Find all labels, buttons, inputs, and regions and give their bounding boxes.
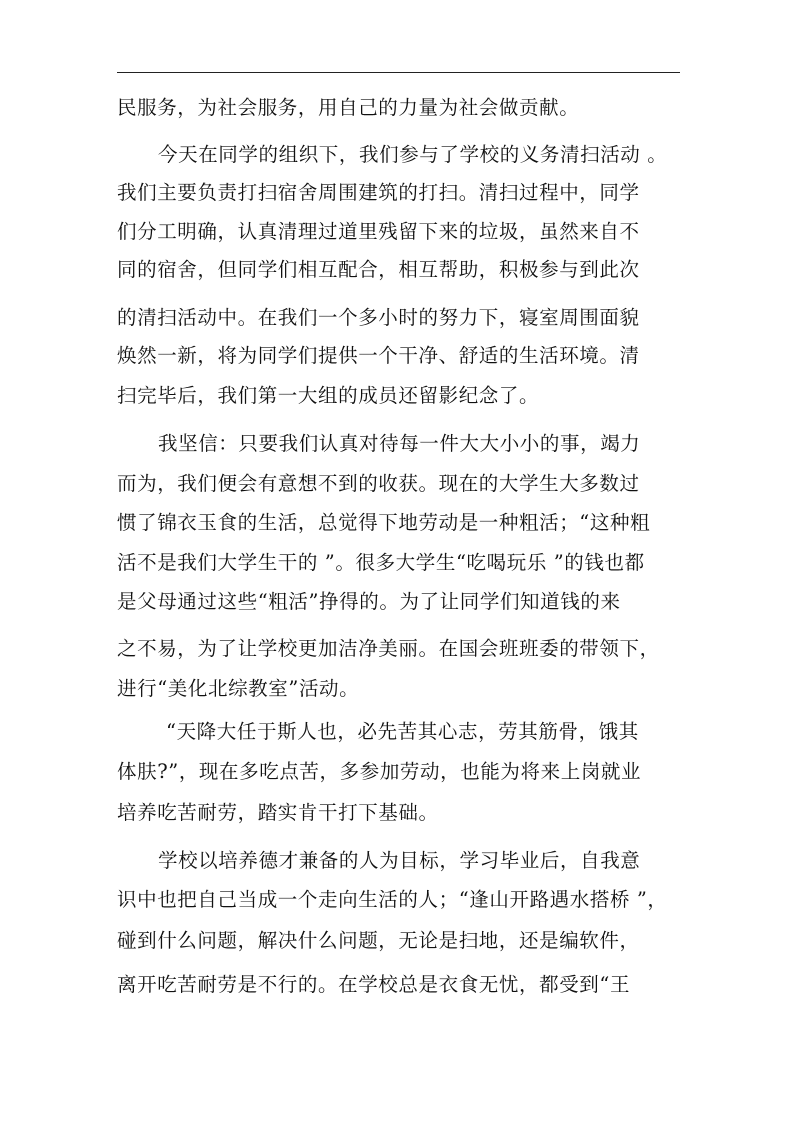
text-line-7: 焕然一新，将为同学们提供一个干净、舒适的生活环境。清: [117, 344, 640, 367]
text-line-22: 离开吃苦耐劳是不行的。在学校总是衣食无忧，都受到“王: [117, 973, 631, 996]
text-line-12: 活不是我们大学生干的 ”。很多大学生“吃喝玩乐 ”的钱也都: [117, 551, 645, 574]
text-line-2: 今天在同学的组织下，我们参与了学校的义务清扫活动 。: [158, 143, 668, 166]
text-line-16: “天降大任于斯人也，必先苦其心志，劳其筋骨，饿其: [166, 720, 639, 743]
text-line-14: 之不易，为了让学校更加洁净美丽。在国会班班委的带领下，: [117, 637, 660, 660]
text-line-21: 碰到什么问题，解决什么问题，无论是扫地，还是编软件，: [117, 929, 640, 952]
text-line-11: 惯了锦衣玉食的生活，总觉得下地劳动是一种粗活；“这种粗: [117, 511, 651, 534]
text-line-15: 进行“美化北综教室”活动。: [117, 677, 360, 700]
text-line-5: 同的宿舍，但同学们相互配合，相互帮助，积极参与到此次: [117, 258, 640, 281]
text-line-1: 民服务，为社会服务，用自己的力量为社会做贡献。: [117, 96, 580, 119]
text-line-10: 而为，我们便会有意想不到的收获。现在的大学生大多数过: [117, 472, 640, 495]
text-line-4: 们分工明确，认真清理过道里残留下来的垃圾，虽然来自不: [117, 220, 640, 243]
text-line-17: 体肤?”，现在多吃点苦，多参加劳动，也能为将来上岗就业: [117, 760, 642, 783]
text-line-6: 的清扫活动中。在我们一个多小时的努力下，寝室周围面貌: [117, 306, 640, 329]
text-line-3: 我们主要负责打扫宿舍周围建筑的打扫。清扫过程中，同学: [117, 181, 640, 204]
text-line-18: 培养吃苦耐劳，踏实肯干打下基础。: [117, 801, 439, 824]
text-line-13: 是父母通过这些“粗活”挣得的。为了让同学们知道钱的来: [117, 590, 621, 613]
text-line-20: 识中也把自己当成一个走向生活的人；“逢山开路遇水搭桥 ”，: [117, 888, 668, 911]
header-rule: [117, 72, 680, 73]
text-line-9: 我坚信：只要我们认真对待每一件大大小小的事，竭力: [158, 432, 641, 455]
text-line-8: 扫完毕后，我们第一大组的成员还留影纪念了。: [117, 384, 540, 407]
text-line-19: 学校以培养德才兼备的人为目标，学习毕业后，自我意: [158, 849, 641, 872]
